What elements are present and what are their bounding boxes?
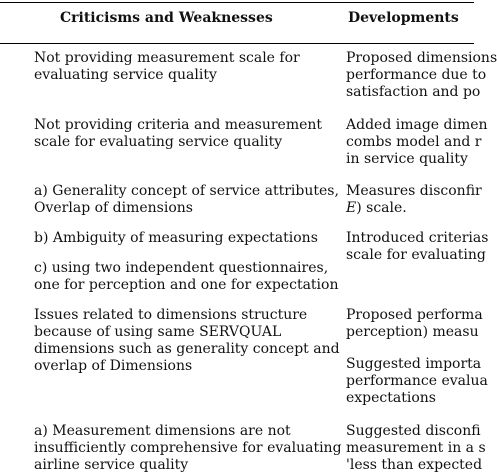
table-cell-criticism: Issues related to dimensions structure because of using same SERVQUAL dimensions such as generality concept and overlap of Dimensions [34,307,340,374]
math-symbol: E [346,200,357,216]
table-cell-development: Proposed performa perception) measu [346,307,483,340]
table-cell-development: Added image dimen combs model and r in service quality [346,117,488,167]
table-cell-development: Introduced criterias scale for evaluating [346,230,489,263]
table-cell-criticism: Not providing measurement scale for evaluating service quality [34,50,300,83]
table-cell-development: Suggested importa performance evalua expectations [346,356,488,406]
column-header-criticisms: Criticisms and Weaknesses [60,10,273,26]
table-cell-development: Measures disconfir E) scale. [346,183,482,216]
table-cell-criticism: Not providing criteria and measurement scale for evaluating service quality [34,117,323,150]
table-cell-criticism: c) using two independent questionnaires, one for perception and one for expectation [34,260,339,293]
header-rule [0,43,474,44]
column-header-developments: Developments [348,10,459,26]
table-cell-development: Proposed dimensions performance due to satisfaction and po [346,50,497,100]
table-cell-criticism: b) Ambiguity of measuring expectations [34,230,318,246]
table-top-rule [0,2,474,3]
table-cell-criticism: a) Measurement dimensions are not insufficiently comprehensive for evaluating airline service quality [34,423,342,473]
table-cell-development: Suggested disconfi measurement in a s 'less than expected [346,423,486,473]
table-cell-criticism: a) Generality concept of service attributes, Overlap of dimensions [34,183,339,216]
